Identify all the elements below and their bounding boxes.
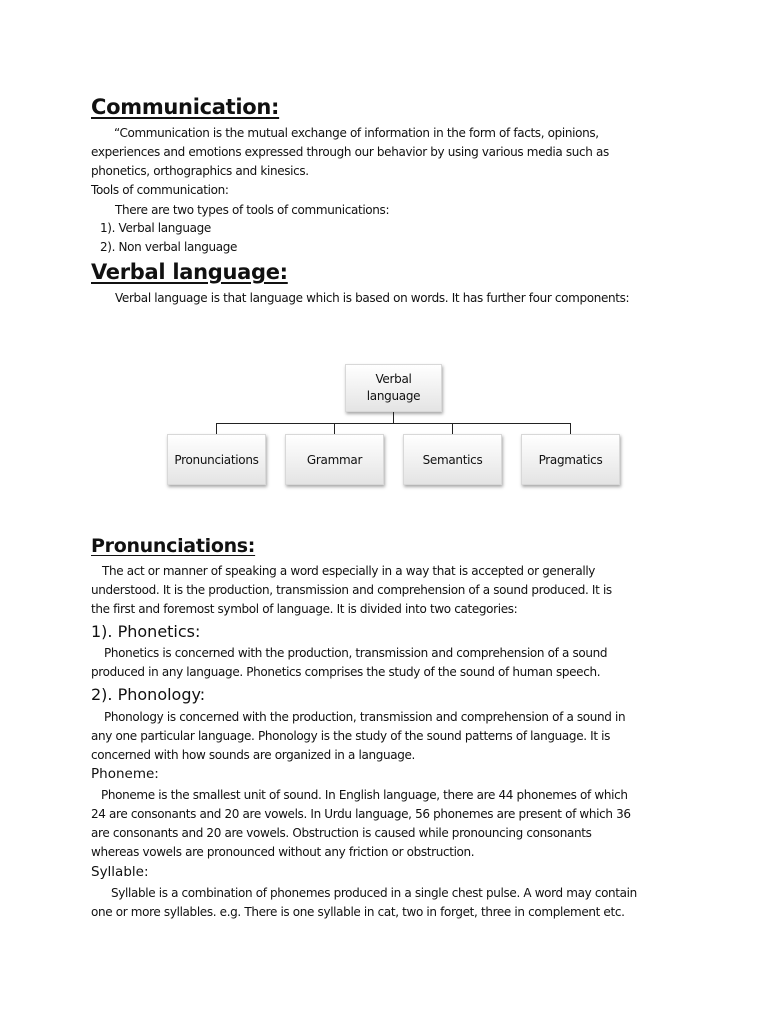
diagram-root-line: language xyxy=(366,389,421,403)
heading-phonology: 2). Phonology: xyxy=(91,685,206,704)
text-line: produced in any language. Phonetics comprises the study of the sound of human speech. xyxy=(91,665,601,679)
phoneme-paragraph xyxy=(91,786,631,862)
diagram-root-node xyxy=(345,364,442,412)
tools-intro: There are two types of tools of communications: xyxy=(115,203,390,217)
text-line: The act or manner of speaking a word especially in a way that is accepted or generally xyxy=(102,564,596,578)
text-line: one or more syllables. e.g. There is one syllable in cat, two in forget, three in complement etc. xyxy=(91,905,625,919)
heading-communication: Communication: xyxy=(91,95,280,119)
phonology-paragraph xyxy=(91,708,625,765)
connector-line xyxy=(334,423,335,434)
diagram-node-pragmatics: Pragmatics xyxy=(521,434,620,485)
text-line: Phonetics is concerned with the production, transmission and comprehension of a sound xyxy=(104,646,608,660)
diagram-root-line: Verbal xyxy=(375,372,412,386)
text-line: any one particular language. Phonology is the study of the sound patterns of language. It is xyxy=(91,729,611,743)
heading-verbal-language: Verbal language: xyxy=(91,260,288,284)
pronunciations-paragraph xyxy=(91,562,612,619)
text-line: understood. It is the production, transmission and comprehension of a sound produced. It is xyxy=(91,583,612,597)
heading-phoneme: Phoneme: xyxy=(91,766,159,782)
communication-definition xyxy=(91,124,609,181)
diagram-node-grammar: Grammar xyxy=(285,434,384,485)
phonetics-paragraph xyxy=(91,644,607,682)
text-line: are consonants and 20 are vowels. Obstruction is caused while pronouncing consonants xyxy=(91,826,592,840)
text-line: concerned with how sounds are organized in a language. xyxy=(91,748,416,762)
text-line: experiences and emotions expressed through our behavior by using various media such as xyxy=(91,145,609,159)
text-line: phonetics, orthographics and kinesics. xyxy=(91,164,309,178)
tool-item-nonverbal: 2). Non verbal language xyxy=(100,240,238,254)
syllable-paragraph xyxy=(91,884,637,922)
tool-item-verbal: 1). Verbal language xyxy=(100,221,211,235)
tools-label: Tools of communication: xyxy=(91,183,229,197)
verbal-intro: Verbal language is that language which is based on words. It has further four components: xyxy=(115,291,630,305)
text-line: Phoneme is the smallest unit of sound. In English language, there are 44 phonemes of which xyxy=(101,788,628,802)
text-line: the first and foremost symbol of language. It is divided into two categories: xyxy=(91,602,518,616)
connector-line xyxy=(216,423,571,424)
heading-phonetics: 1). Phonetics: xyxy=(91,622,201,641)
text-line: “Communication is the mutual exchange of information in the form of facts, opinions, xyxy=(114,126,599,140)
heading-pronunciations: Pronunciations: xyxy=(91,535,256,557)
connector-line xyxy=(216,423,217,434)
text-line: Syllable is a combination of phonemes produced in a single chest pulse. A word may contain xyxy=(111,886,637,900)
text-line: Phonology is concerned with the production, transmission and comprehension of a sound in xyxy=(104,710,626,724)
connector-line xyxy=(570,423,571,434)
text-line: whereas vowels are pronounced without any friction or obstruction. xyxy=(91,845,475,859)
diagram-node-pronunciations: Pronunciations xyxy=(167,434,266,485)
heading-syllable: Syllable: xyxy=(91,864,149,880)
diagram-node-semantics: Semantics xyxy=(403,434,502,485)
connector-line xyxy=(452,423,453,434)
text-line: 24 are consonants and 20 are vowels. In Urdu language, 56 phonemes are present of which 36 xyxy=(91,807,631,821)
